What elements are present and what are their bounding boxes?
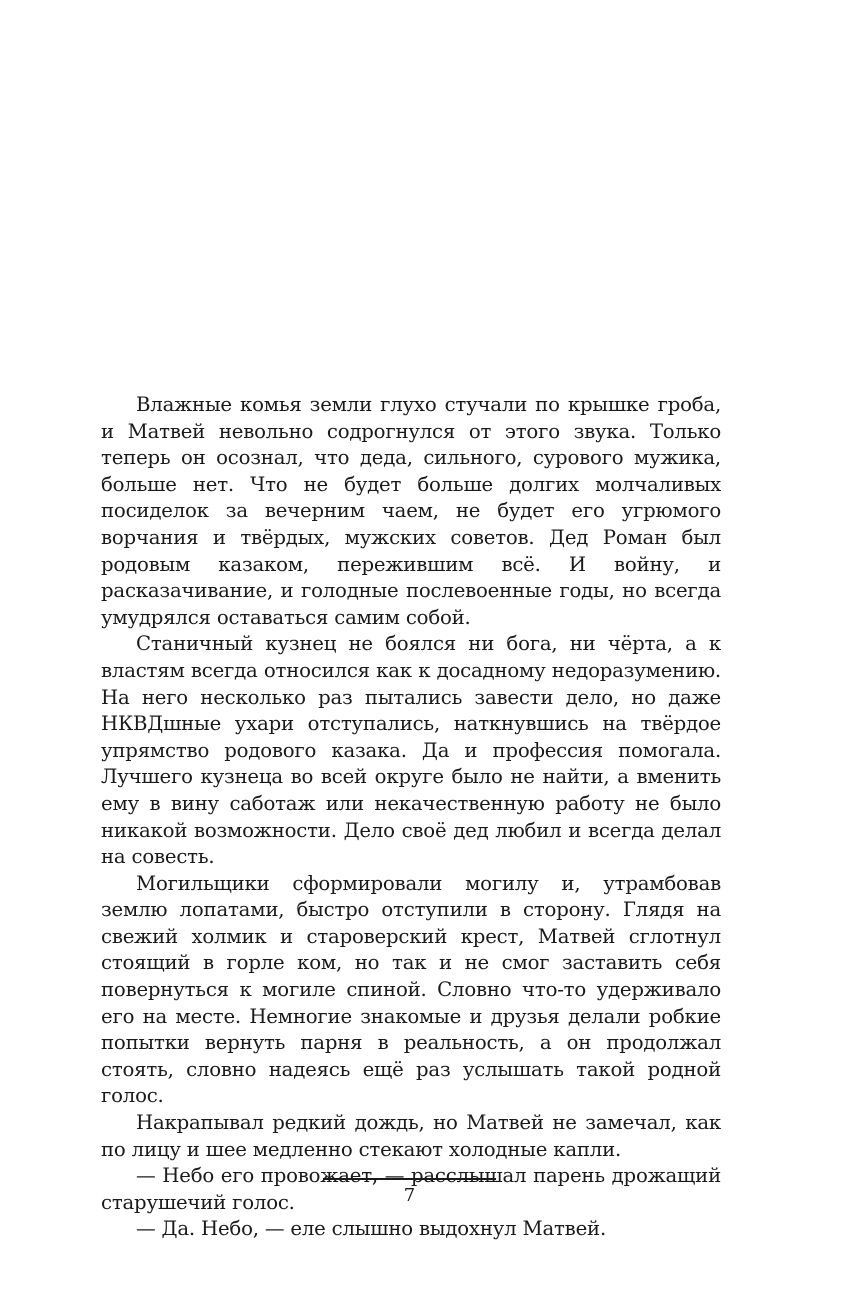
footer-divider <box>323 1178 496 1180</box>
paragraph: Влажные комья земли глухо стучали по крышке гроба, и Матвей невольно содрогнулся от этого звука. Только теперь он осознал, что деда, сильного, сурового мужика, больше нет. Что не будет больше долгих молчаливых посиделок за вечерним чаем, не будет его угрюмого ворчания и твёрдых, мужских советов. Дед Роман был родовым казаком, пережившим всё. И войну, и расказачивание, и голодные послевоенные годы, но всегда умудрялся оставаться самим собой. <box>101 393 721 629</box>
paragraph: Могильщики сформировали могилу и, утрамбовав землю лопатами, быстро отступили в сторону. Глядя на свежий холмик и староверский крест, Матвей сглотнул стоящий в горле ком, но так и не смог заставить себя повернуться к могиле спиной. Словно что-то удерживало его на месте. Немногие знакомые и друзья делали робкие попытки вернуть парня в реальность, а он продолжал стоять, словно надеясь ещё раз услышать такой родной голос. <box>101 871 721 1108</box>
paragraph: Станичный кузнец не боялся ни бога, ни чёрта, а к властям всегда относился как к досадному недоразумению. На него несколько раз пытались завести дело, но даже НКВДшные ухари отступались, наткнувшись на твёрдое упрямство родового казака. Да и профессия помогала. Лучшего кузнеца во всей округе было не найти, а вменить ему в вину саботаж или некачественную работу не было никакой возможности. Дело своё дед любил и всегда делал на совесть. <box>101 632 721 869</box>
page-number: 7 <box>403 1185 416 1206</box>
body-text <box>101 392 721 1243</box>
paragraph: — Да. Небо, — еле слышно выдохнул Матвей. <box>136 1217 607 1241</box>
paragraph: — Небо его провожает, — расслышал парень дрожащий старушечий голос. <box>101 1164 721 1214</box>
paragraph: Накрапывал редкий дождь, но Матвей не замечал, как по лицу и шее медленно стекают холодные капли. <box>101 1111 721 1161</box>
